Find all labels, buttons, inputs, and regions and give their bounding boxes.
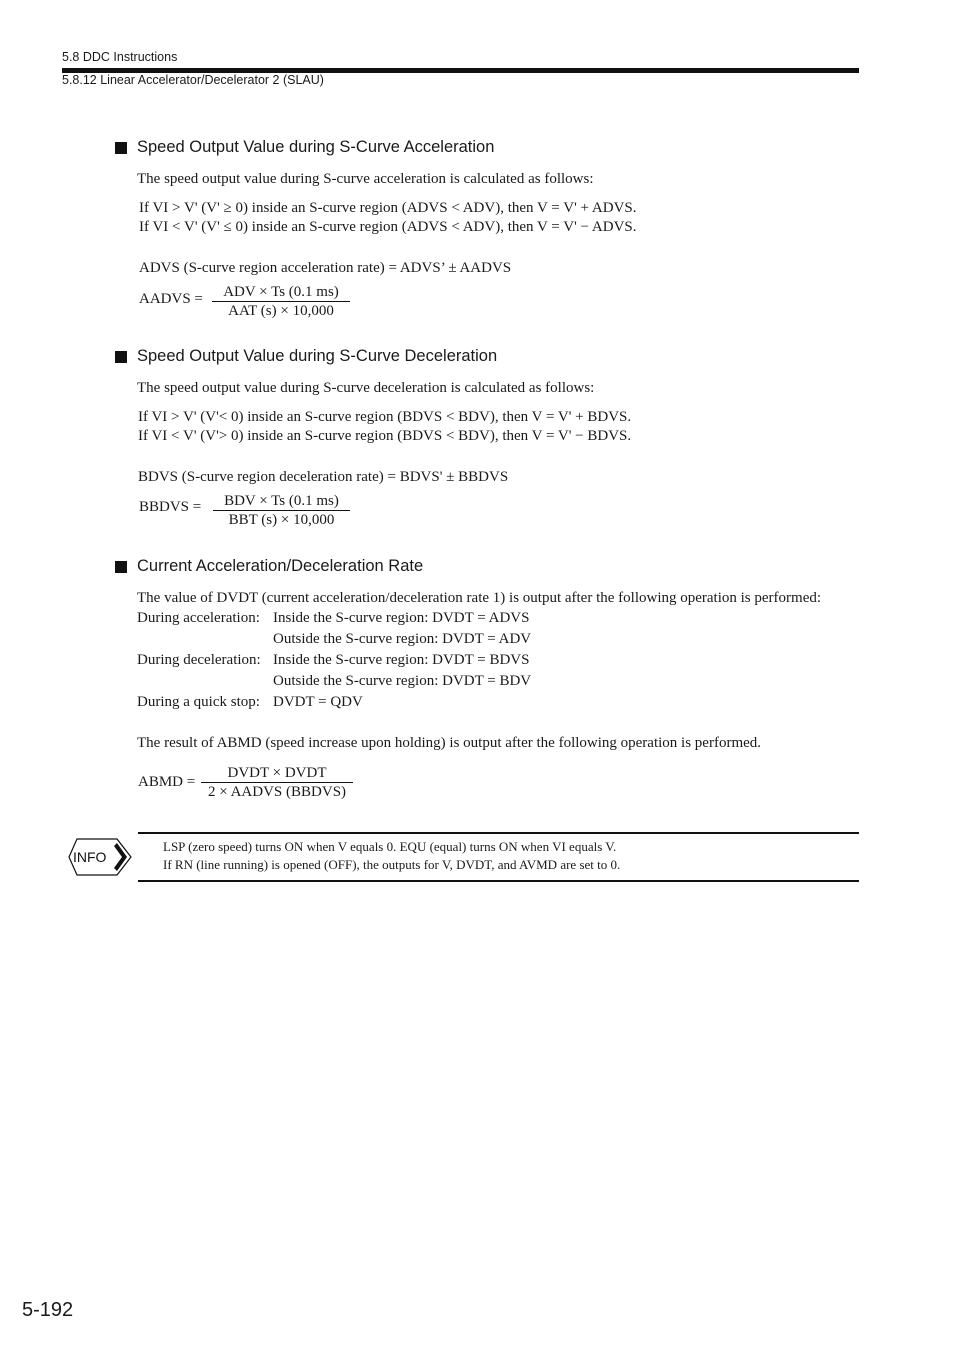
info-line1: LSP (zero speed) turns ON when V equals 0. EQU (equal) turns ON when VI equals V.	[163, 839, 617, 854]
accel-heading: Speed Output Value during S-Curve Acceleration	[137, 138, 495, 156]
decel-heading-block	[115, 347, 497, 366]
current-heading-block	[115, 557, 423, 576]
stop-case-label: During a quick stop:	[137, 694, 260, 710]
accel-case-inside: Inside the S-curve region: DVDT = ADVS	[273, 610, 530, 626]
accel-line1: If VI > V' (V' ≥ 0) inside an S-curve region (ADVS < ADV), then V = V' + ADVS.	[139, 200, 637, 216]
decel-heading: Speed Output Value during S-Curve Deceleration	[137, 347, 498, 365]
abmd-fraction-denominator: 2 × AADVS (BBDVS)	[207, 784, 347, 800]
square-bullet-icon	[115, 561, 127, 573]
decel-intro: The speed output value during S-curve deceleration is calculated as follows:	[137, 380, 595, 396]
decel-case-outside: Outside the S-curve region: DVDT = BDV	[273, 673, 532, 689]
decel-case-inside: Inside the S-curve region: DVDT = BDVS	[273, 652, 530, 668]
decel-fraction	[213, 492, 350, 529]
info-top-rule	[138, 832, 859, 834]
accel-fraction	[212, 283, 350, 320]
accel-case-label: During acceleration:	[137, 610, 260, 626]
header-section: 5.8 DDC Instructions	[62, 50, 178, 64]
stop-case-value: DVDT = QDV	[273, 694, 363, 710]
accel-heading-block	[115, 138, 494, 157]
accel-rate: ADVS (S-curve region acceleration rate) = ADVS’ ± AADVS	[139, 260, 512, 276]
current-heading: Current Acceleration/Deceleration Rate	[137, 557, 424, 575]
abmd-formula-lhs: ABMD =	[138, 774, 196, 790]
accel-intro: The speed output value during S-curve acceleration is calculated as follows:	[137, 171, 594, 187]
decel-rate: BDVS (S-curve region deceleration rate) = BDVS' ± BBDVS	[138, 469, 509, 485]
decel-case-label: During deceleration:	[137, 652, 261, 668]
info-icon	[67, 838, 133, 876]
square-bullet-icon	[115, 351, 127, 363]
accel-fraction-numerator: ADV × Ts (0.1 ms)	[212, 283, 350, 302]
accel-fraction-denominator: AAT (s) × 10,000	[228, 303, 334, 319]
decel-line2: If VI < V' (V'> 0) inside an S-curve region (BDVS < BDV), then V = V' − BDVS.	[138, 428, 632, 444]
info-line2: If RN (line running) is opened (OFF), the outputs for V, DVDT, and AVMD are set to 0.	[163, 857, 621, 872]
page-number: 5-192	[22, 1299, 74, 1321]
info-label: INFO	[73, 849, 107, 865]
decel-fraction-numerator: BDV × Ts (0.1 ms)	[213, 492, 350, 511]
info-bottom-rule	[138, 880, 859, 882]
abmd-fraction-numerator: DVDT × DVDT	[201, 764, 353, 783]
accel-formula-lhs: AADVS =	[139, 291, 203, 307]
decel-fraction-denominator: BBT (s) × 10,000	[228, 512, 335, 528]
current-intro: The value of DVDT (current acceleration/deceleration rate 1) is output after the following operation is performed:	[137, 590, 822, 606]
accel-line2: If VI < V' (V' ≤ 0) inside an S-curve region (ADVS < ADV), then V = V' − ADVS.	[139, 219, 637, 235]
header-subsection: 5.8.12 Linear Accelerator/Decelerator 2 (SLAU)	[62, 73, 324, 87]
accel-case-outside: Outside the S-curve region: DVDT = ADV	[273, 631, 532, 647]
square-bullet-icon	[115, 142, 127, 154]
abmd-intro: The result of ABMD (speed increase upon holding) is output after the following operation is performed.	[137, 735, 762, 751]
decel-line1: If VI > V' (V'< 0) inside an S-curve region (BDVS < BDV), then V = V' + BDVS.	[138, 409, 632, 425]
decel-formula-lhs: BBDVS =	[139, 499, 202, 515]
abmd-fraction	[201, 764, 353, 801]
